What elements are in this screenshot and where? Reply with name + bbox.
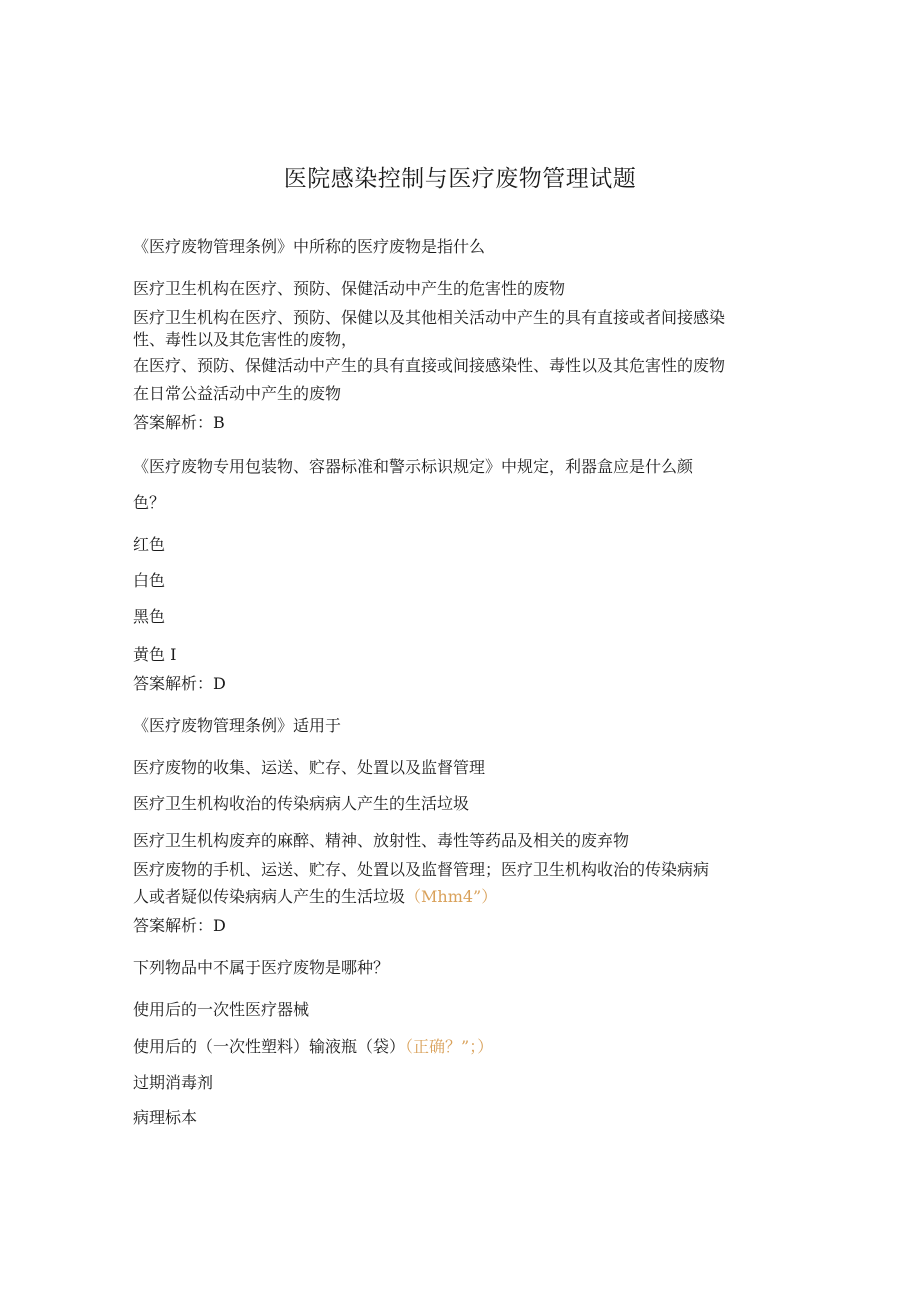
question-2-option-c: 黑色 bbox=[133, 607, 166, 626]
question-2-answer: 答案解析：D bbox=[133, 674, 226, 693]
question-1-option-b: 医疗卫生机构在医疗、预防、保健以及其他相关活动中产生的具有直接或者间接感染 bbox=[133, 308, 726, 327]
question-4-option-c: 过期消毒剂 bbox=[133, 1073, 214, 1092]
question-3-option-a: 医疗废物的收集、运送、贮存、处置以及监督管理 bbox=[133, 758, 486, 777]
document-title: 医院感染控制与医疗废物管理试题 bbox=[283, 166, 637, 192]
question-3-option-c: 医疗卫生机构废弃的麻醉、精神、放射性、毒性等药品及相关的废弃物 bbox=[133, 831, 630, 850]
question-1-stem: 《医疗废物管理条例》中所称的医疗废物是指什么 bbox=[133, 237, 486, 256]
question-4-option-a: 使用后的一次性医疗器械 bbox=[133, 1000, 310, 1019]
question-3-answer: 答案解析：D bbox=[133, 916, 226, 935]
question-4-stem: 下列物品中不属于医疗废物是哪种？ bbox=[133, 958, 390, 977]
question-3-note: （Mhm4”） bbox=[405, 887, 498, 906]
question-3-option-b: 医疗卫生机构收治的传染病病人产生的生活垃圾 bbox=[133, 794, 470, 813]
question-2-option-b: 白色 bbox=[133, 571, 166, 590]
question-2-option-d: 黄色 I bbox=[133, 645, 177, 664]
question-2-stem: 《医疗废物专用包装物、容器标准和警示标识规定》中规定，利器盒应是什么颜 bbox=[133, 457, 694, 476]
question-3-option-d-cont bbox=[133, 886, 497, 908]
question-2-stem-cont: 色？ bbox=[133, 493, 166, 512]
question-1-option-d: 在日常公益活动中产生的废物 bbox=[133, 384, 342, 403]
question-1-option-b-cont: 性、毒性以及其危害性的废物， bbox=[133, 330, 358, 349]
question-3-option-d-text: 人或者疑似传染病病人产生的生活垃圾 bbox=[133, 887, 406, 906]
question-4-option-d: 病理标本 bbox=[133, 1108, 198, 1127]
question-3-stem: 《医疗废物管理条例》适用于 bbox=[133, 716, 342, 735]
question-1-answer: 答案解析：B bbox=[133, 413, 225, 432]
question-4-note: （正确？”；） bbox=[405, 1037, 494, 1056]
question-4-option-b: 使用后的（一次性塑料）输液瓶（袋） bbox=[133, 1037, 406, 1056]
question-1-option-a: 医疗卫生机构在医疗、预防、保健活动中产生的危害性的废物 bbox=[133, 279, 566, 298]
question-4-option-b-line bbox=[133, 1036, 493, 1058]
question-1-option-c: 在医疗、预防、保健活动中产生的具有直接或间接感染性、毒性以及其危害性的废物 bbox=[133, 356, 726, 375]
question-2-option-a: 红色 bbox=[133, 535, 166, 554]
question-3-option-d: 医疗废物的手机、运送、贮存、处置以及监督管理；医疗卫生机构收治的传染病病 bbox=[133, 860, 710, 879]
